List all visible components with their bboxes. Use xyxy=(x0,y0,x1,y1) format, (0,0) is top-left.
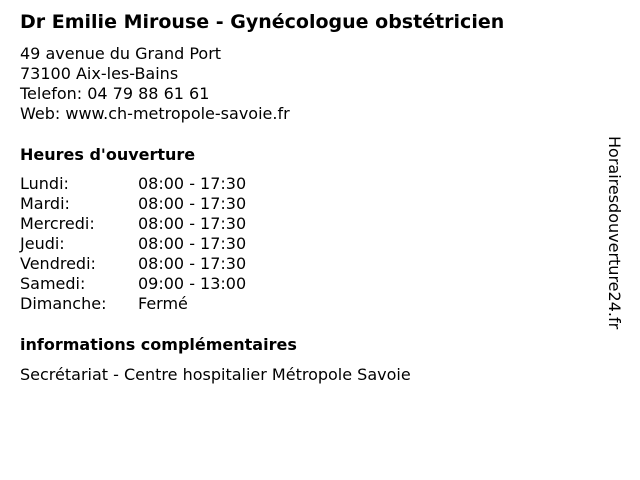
watermark: Horairesdouverture24.fr xyxy=(605,136,624,330)
address-block xyxy=(20,44,290,124)
day-label: Mardi: xyxy=(20,194,70,213)
hours-row-wednesday xyxy=(20,214,246,234)
time-range: 09:00 - 13:00 xyxy=(138,274,247,293)
hours-row-tuesday xyxy=(20,194,246,214)
time-range: 08:00 - 17:30 xyxy=(138,254,247,273)
hours-row-sunday xyxy=(20,294,246,314)
time-range: 08:00 - 17:30 xyxy=(138,214,247,233)
day-label: Dimanche: xyxy=(20,294,107,313)
hours-row-thursday xyxy=(20,234,246,254)
hours-row-friday xyxy=(20,254,246,274)
time-range: 08:00 - 17:30 xyxy=(138,194,247,213)
time-range: 08:00 - 17:30 xyxy=(138,174,247,193)
hours-row-monday xyxy=(20,174,246,194)
page-title: Dr Emilie Mirouse - Gynécologue obstétricien xyxy=(20,11,505,33)
day-label: Jeudi: xyxy=(20,234,65,253)
info-text: Secrétariat - Centre hospitalier Métropole Savoie xyxy=(20,365,411,384)
time-range: 08:00 - 17:30 xyxy=(138,234,247,253)
street-address: 49 avenue du Grand Port xyxy=(20,44,222,63)
hours-heading: Heures d'ouverture xyxy=(20,145,196,164)
day-label: Samedi: xyxy=(20,274,86,293)
day-label: Vendredi: xyxy=(20,254,96,273)
website: Web: www.ch-metropole-savoie.fr xyxy=(20,104,290,123)
hours-row-saturday xyxy=(20,274,246,294)
time-range: Fermé xyxy=(138,294,188,313)
phone-number: Telefon: 04 79 88 61 61 xyxy=(20,84,210,103)
day-label: Mercredi: xyxy=(20,214,95,233)
hours-table xyxy=(20,174,246,314)
day-label: Lundi: xyxy=(20,174,69,193)
city-address: 73100 Aix-les-Bains xyxy=(20,64,179,83)
info-heading: informations complémentaires xyxy=(20,335,297,354)
